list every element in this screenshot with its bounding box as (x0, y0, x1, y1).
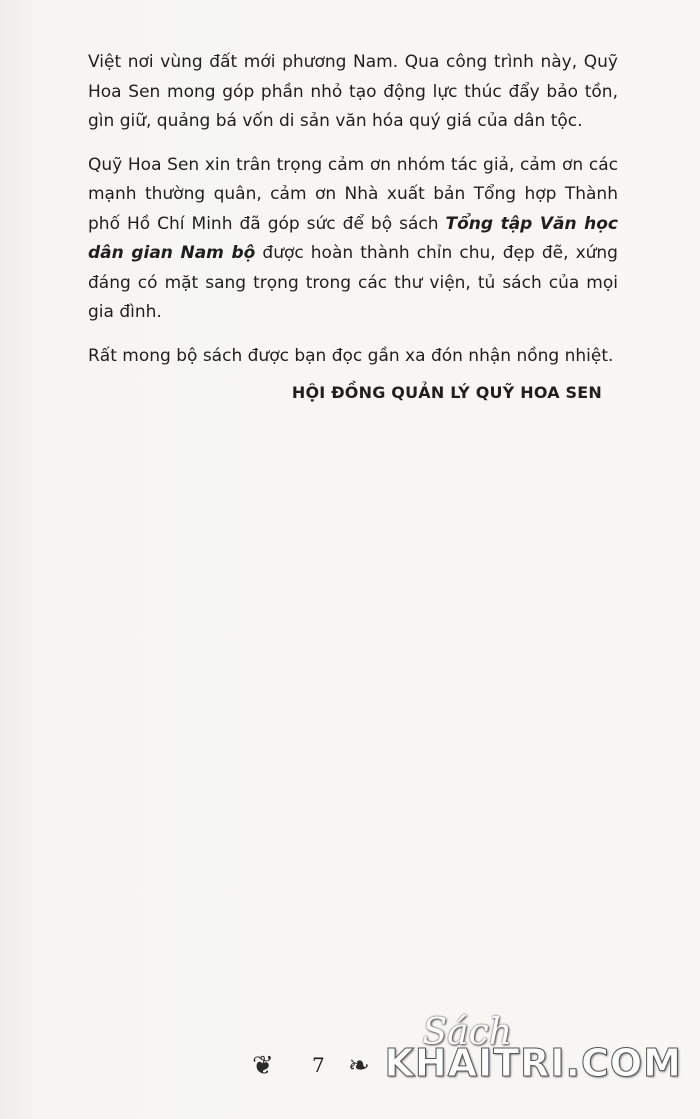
paragraph-2 (88, 151, 618, 328)
page-footer (0, 1012, 700, 1095)
bleed-through-texture (40, 300, 680, 1060)
paragraph-2-text-before: Quỹ Hoa Sen xin trân trọng cảm ơn nhóm tác giả, cảm ơn các mạnh thường quân, cảm ơn Nhà xuất bản Tổng hợp Thành phố Hồ Chí Minh đã góp sức để bộ sách (88, 154, 618, 234)
page-body (88, 48, 618, 402)
paragraph-1 (88, 48, 618, 137)
watermark-logo (384, 1012, 682, 1085)
paragraph-3 (88, 342, 618, 372)
fleuron-right-icon: ❧ (348, 1051, 370, 1081)
book-title-emphasis: Tổng tập Văn học dân gian Nam bộ (88, 213, 618, 263)
fleuron-left-icon: ❦ (252, 1051, 274, 1081)
paragraph-2-text-after: được hoàn thành chỉn chu, đẹp đẽ, xứng đáng có mặt sang trọng trong các thư viện, tủ sách của mọi gia đình. (88, 243, 618, 322)
watermark-script-text: Sách (422, 1012, 512, 1053)
watermark-brand-text: KHAITRI.COM (384, 1041, 682, 1085)
signature: HỘI ĐỒNG QUẢN LÝ QUỸ HOA SEN (291, 383, 602, 402)
paragraph-1-text: Việt nơi vùng đất mới phương Nam. Qua công trình này, Quỹ Hoa Sen mong góp phần nhỏ tạo động lực thúc đẩy bảo tồn, gìn giữ, quảng bá vốn di sản văn hóa quý giá của dân tộc. (88, 52, 618, 131)
paragraph-3-text: Rất mong bộ sách được bạn đọc gần xa đón nhận nồng nhiệt. (88, 345, 614, 366)
page-number: 7 (312, 1053, 325, 1077)
